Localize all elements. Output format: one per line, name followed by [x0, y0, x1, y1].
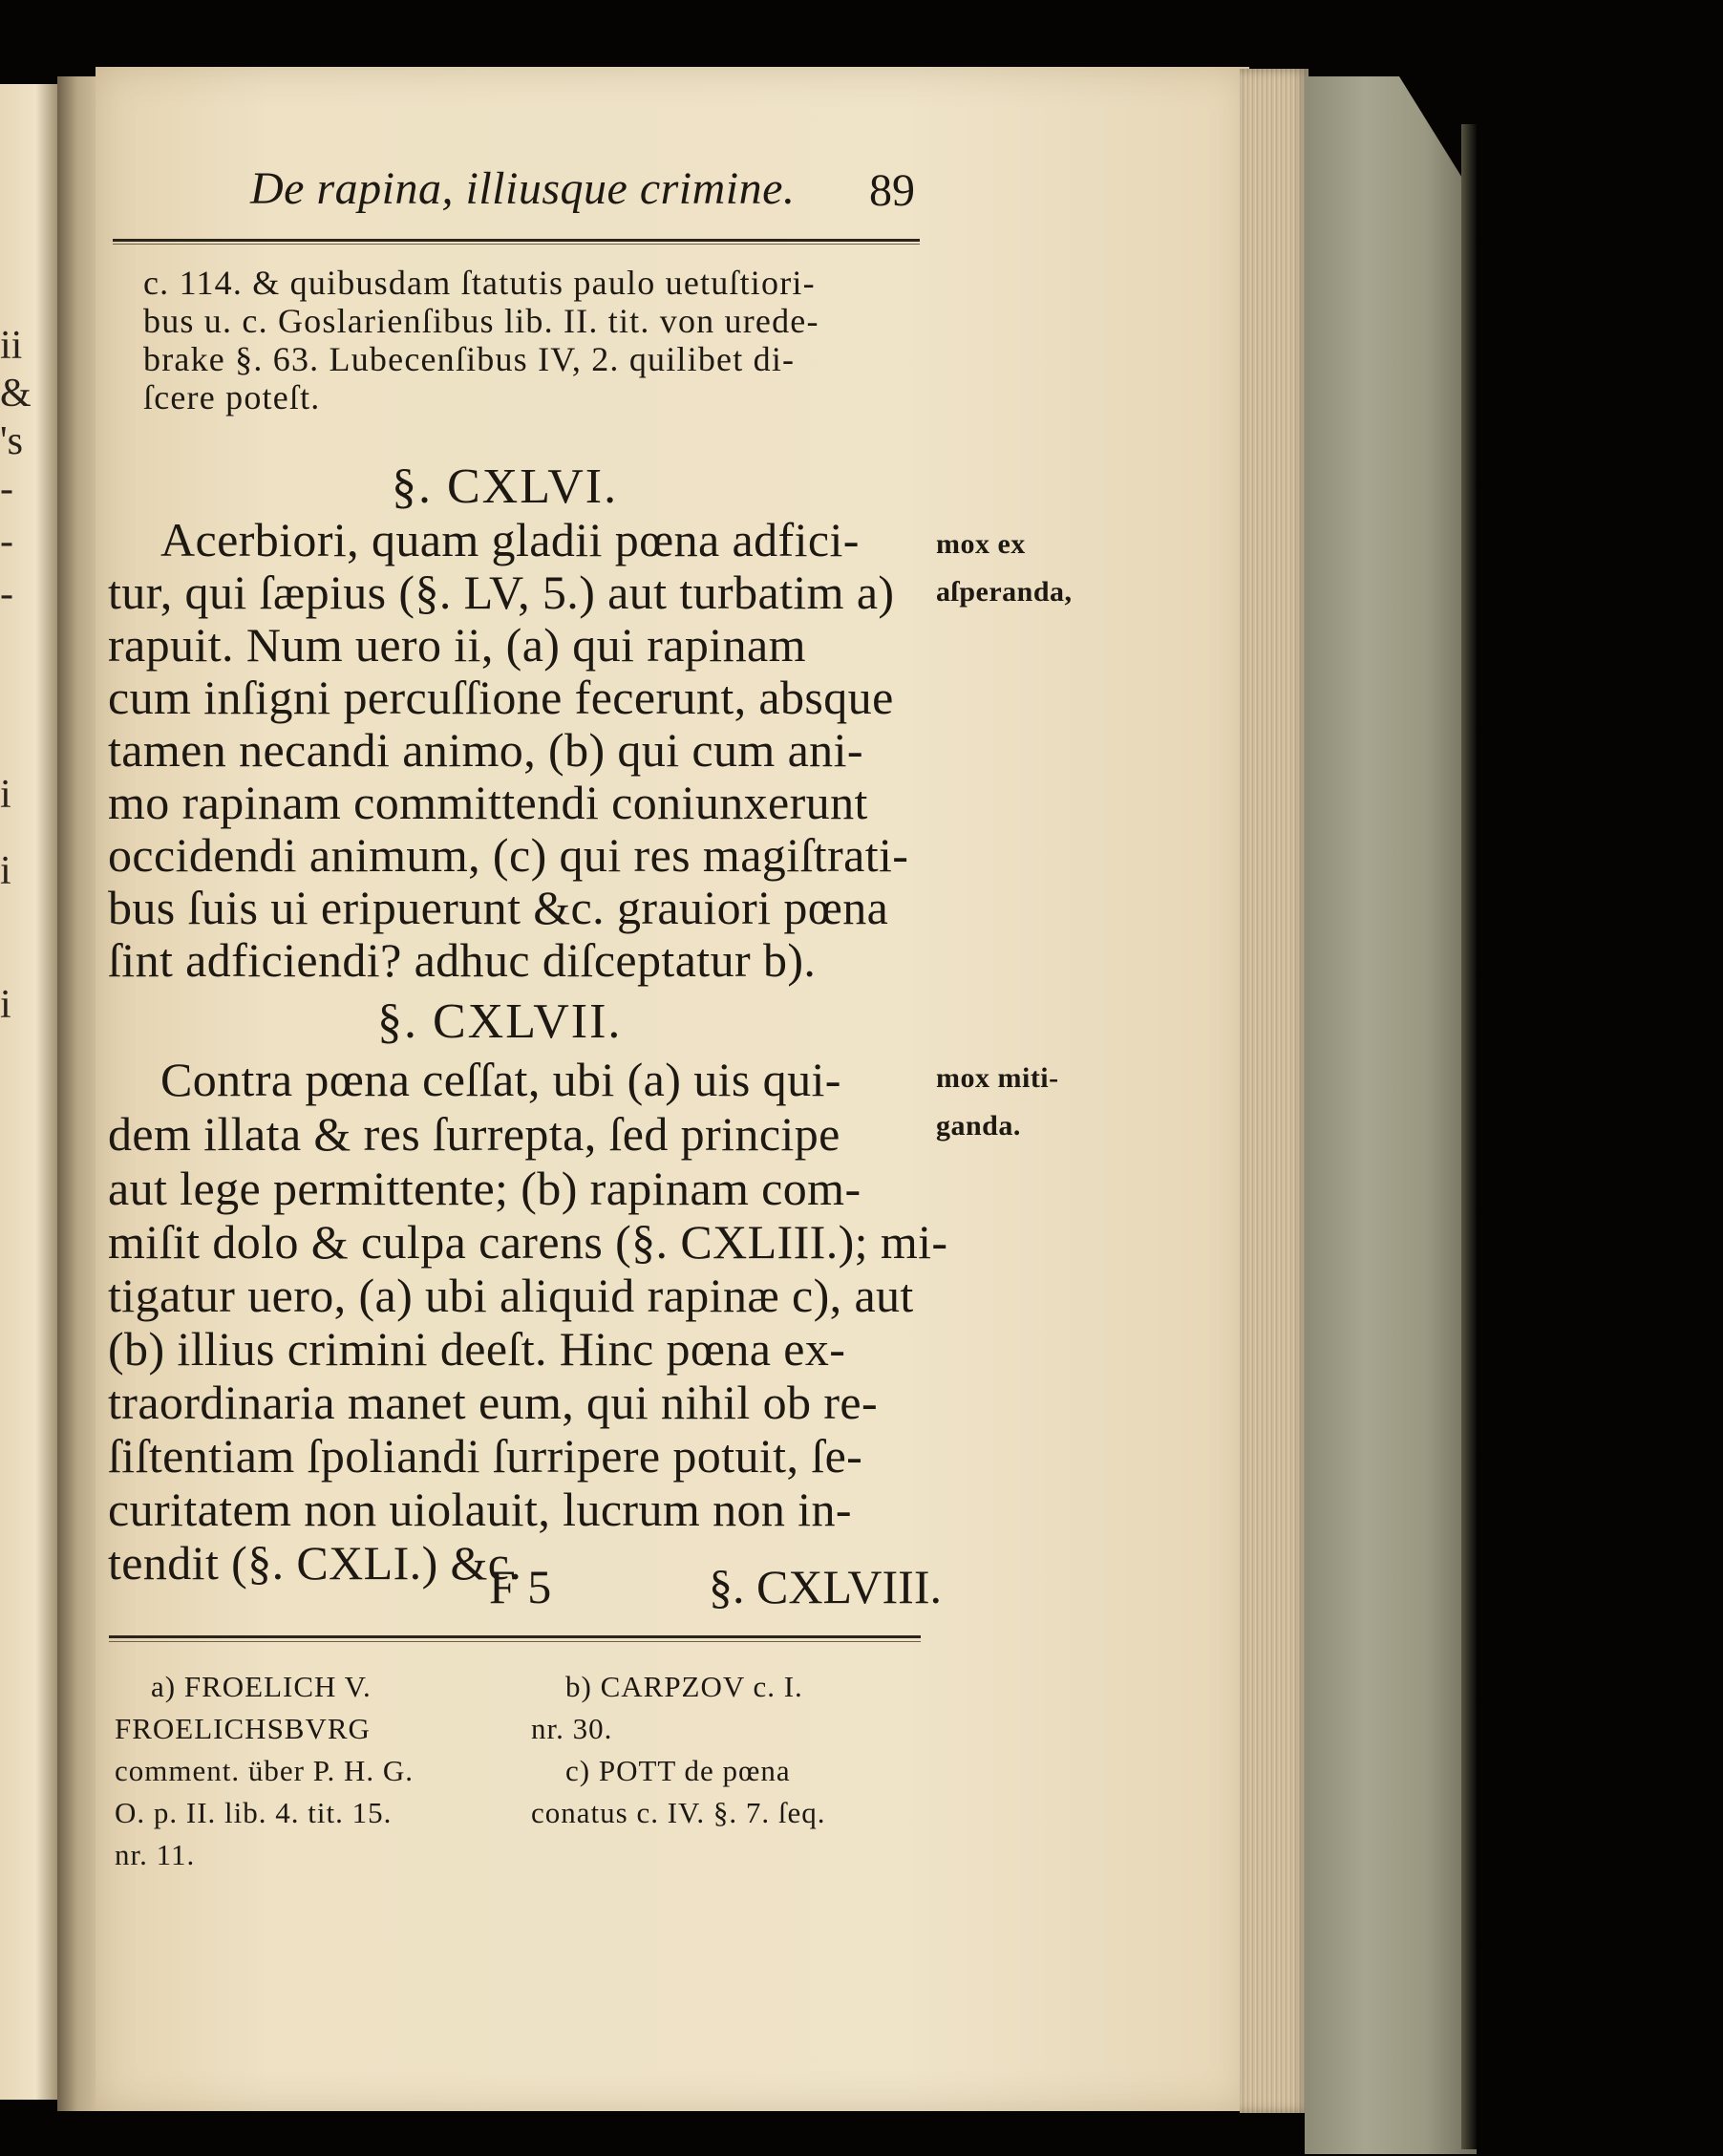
catchword: §. CXLVIII. [709, 1560, 942, 1613]
page-number: 89 [869, 165, 915, 216]
body-line: tur, qui ſæpius (§. LV, 5.) aut turbatim a) [108, 566, 895, 619]
top-note-line: ſcere poteſt. [143, 378, 321, 416]
left-fragment: i [0, 849, 11, 893]
header-rule-thin [113, 244, 920, 245]
left-fragment: 's [0, 419, 23, 463]
footnote-line: b) CARPZOV c. I. [565, 1670, 803, 1703]
header-rule [113, 239, 920, 242]
margin-note: mox miti- [936, 1062, 1059, 1094]
footnote-rule-thin [109, 1641, 921, 1642]
body-line: bus ſuis ui eripuerunt &c. grauiori pœna [108, 881, 889, 934]
left-fragment: - [0, 520, 13, 564]
footnote-rule [109, 1635, 921, 1638]
left-fragment: - [0, 572, 13, 616]
printer-signature: F 5 [489, 1560, 552, 1613]
margin-note: mox ex [936, 528, 1026, 560]
footnote-line: a) FROELICH V. [151, 1670, 372, 1703]
margin-note: aſperanda, [936, 576, 1073, 608]
body-line: occidendi animum, (c) qui res magiſtrati- [108, 828, 909, 882]
left-page-sliver [0, 84, 59, 2100]
left-fragment: - [0, 467, 13, 511]
footnote-line: O. p. II. lib. 4. tit. 15. [115, 1796, 393, 1829]
footnote-line: comment. über P. H. G. [115, 1754, 415, 1787]
footnote-line: conatus c. IV. §. 7. ſeq. [531, 1796, 826, 1829]
body-line: (b) illius crimini deeſt. Hinc pœna ex- [108, 1322, 846, 1376]
left-fragment: ii [0, 324, 23, 368]
footnote-line: nr. 30. [531, 1712, 613, 1745]
body-line: dem illata & res ſurrepta, ſed principe [108, 1107, 840, 1161]
body-line: tamen necandi animo, (b) qui cum ani- [108, 723, 863, 777]
left-fragment: & [0, 372, 32, 416]
body-line: ſint adficiendi? adhuc diſceptatur b). [108, 933, 817, 987]
body-line: cum inſigni percuſſione fecerunt, absque [108, 671, 894, 724]
book-cover-edge [1305, 76, 1477, 2154]
body-line: traordinaria manet eum, qui nihil ob re- [108, 1376, 879, 1429]
left-fragment: i [0, 983, 11, 1027]
footnote-line: nr. 11. [115, 1838, 196, 1871]
body-line: curitatem non uiolauit, lucrum non in- [108, 1483, 852, 1536]
book-fore-edge [1240, 69, 1308, 2113]
footnote-line: FROELICHSBVRG [115, 1712, 371, 1745]
top-note-line: bus u. c. Goslarienſibus lib. II. tit. von urede- [143, 302, 819, 340]
top-note-line: brake §. 63. Lubecenſibus IV, 2. quilibet di- [143, 340, 796, 378]
body-line: Acerbiori, quam gladii pœna adfici- [160, 513, 860, 566]
body-line: miſit dolo & culpa carens (§. CXLIII.); mi- [108, 1215, 948, 1269]
body-line: tigatur uero, (a) ubi aliquid rapinæ c), aut [108, 1269, 914, 1322]
left-fragment: i [0, 773, 11, 817]
body-line: aut lege permittente; (b) rapinam com- [108, 1162, 862, 1215]
body-line: mo rapinam committendi coniunxerunt [108, 776, 868, 829]
section-heading: §. CXLVI. [392, 459, 619, 514]
body-line: tendit (§. CXLI.) &c. [108, 1536, 522, 1590]
cover-shadow [1461, 124, 1477, 2149]
body-line: rapuit. Num uero ii, (a) qui rapinam [108, 618, 806, 672]
running-head-title: De rapina, illiusque crimine. [250, 163, 796, 214]
footnote-line: c) POTT de pœna [565, 1754, 791, 1787]
body-line: Contra pœna ceſſat, ubi (a) uis qui- [160, 1053, 841, 1106]
section-heading: §. CXLVII. [377, 994, 623, 1049]
top-note-line: c. 114. & quibusdam ſtatutis paulo uetuſtiori- [143, 264, 816, 302]
margin-note: ganda. [936, 1110, 1021, 1142]
body-line: ſiſtentiam ſpoliandi ſurripere potuit, ſe- [108, 1429, 863, 1483]
